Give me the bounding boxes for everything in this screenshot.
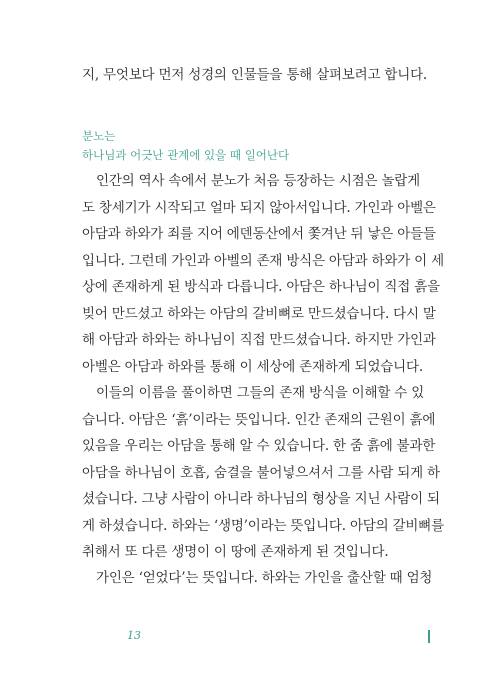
text-line: 있음을 우리는 아담을 통해 알 수 있습니다. 한 줌 흙에 불과한 bbox=[82, 438, 436, 454]
text-line: 가인은 ‘얻었다’는 뜻입니다. 하와는 가인을 출산할 때 엄청 bbox=[96, 570, 433, 586]
text-line: 아담을 하나님이 호흡, 숨결을 불어넣으셔서 그를 사람 되게 하 bbox=[82, 464, 440, 481]
text-line: 셨습니다. 그냥 사람이 아니라 하나님의 형상을 지닌 사람이 되 bbox=[82, 491, 440, 507]
text-line: 게 하셨습니다. 하와는 ‘생명’이라는 뜻입니다. 아담의 갈비뼈를 bbox=[82, 517, 444, 534]
page-number: 13 bbox=[127, 629, 141, 642]
section-label: 분노는 bbox=[82, 129, 116, 143]
text-line: 아벨은 아담과 하와를 통해 이 세상에 존재하게 되었습니다. bbox=[82, 358, 423, 375]
text-line: 해 아담과 하와는 하나님이 직접 만드셨습니다. 하지만 가인과 bbox=[82, 332, 436, 348]
body-paragraph-3 bbox=[82, 565, 433, 592]
body-paragraph-2 bbox=[82, 380, 444, 566]
text-line: 습니다. 아담은 ‘흙’이라는 뜻입니다. 인간 존재의 근원이 흙에 bbox=[82, 411, 436, 428]
text-line: 지, 무엇보다 먼저 성경의 인물들을 통해 살펴보려고 합니다. bbox=[82, 67, 428, 83]
text-line: 취해서 또 다른 생명이 이 땅에 존재하게 된 것입니다. bbox=[82, 544, 389, 560]
intro-paragraph bbox=[82, 62, 428, 89]
text-line: 아담과 하와가 죄를 지어 에덴동산에서 쫓겨난 뒤 낳은 아들들 bbox=[82, 226, 436, 242]
section-subtitle: 하나님과 어긋난 관계에 있을 때 일어난다 bbox=[82, 148, 290, 162]
text-line: 인간의 역사 속에서 분노가 처음 등장하는 시점은 놀랍게 bbox=[96, 173, 420, 189]
body-paragraph-1 bbox=[82, 168, 444, 380]
text-line: 도 창세기가 시작되고 얼마 되지 않아서입니다. 가인과 아벨은 bbox=[82, 199, 436, 216]
text-line: 입니다. 그런데 가인과 아벨의 존재 방식은 아담과 하와가 이 세 bbox=[82, 252, 444, 269]
page-edge-mark bbox=[428, 630, 430, 643]
text-line: 빚어 만드셨고 하와는 아담의 갈비뼈로 만드셨습니다. 다시 말 bbox=[82, 305, 436, 322]
text-line: 이들의 이름을 풀이하면 그들의 존재 방식을 이해할 수 있 bbox=[96, 385, 425, 401]
text-line: 상에 존재하게 된 방식과 다릅니다. 아담은 하나님이 직접 흙을 bbox=[82, 279, 440, 295]
